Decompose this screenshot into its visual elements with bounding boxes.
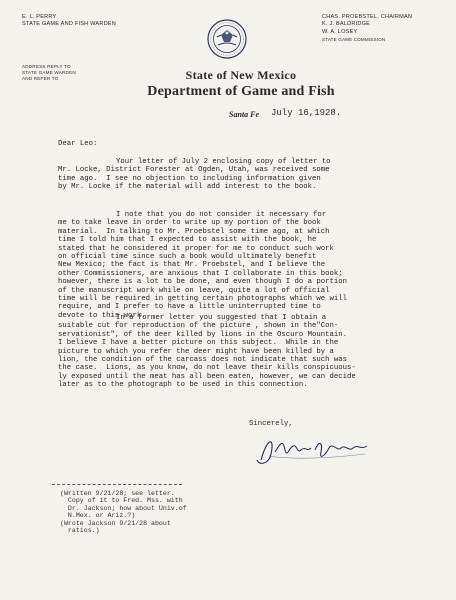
paragraph-3: In a former letter you suggested that I obtain a suitable cut for reproduction of the picture , shown in the"Con- servationist", of the deer killed by lions in the Oscuro Mountain. I believe I have a better picture on this subject. While in the picture to which you refer the deer might have been killed by a lion, the condition of the carcass does not indicate that such was the case. Lions, as you know, do not leave their kills conspicuous- ly exposed until the meat has all been eaten, however, we can decide later as to the photograph to be used in this connection. bbox=[58, 314, 356, 390]
warden-name: E. L. PERRY bbox=[22, 14, 57, 20]
notes-divider bbox=[52, 484, 182, 485]
address-note-line: ADDRESS REPLY TO bbox=[22, 64, 71, 69]
salutation: Dear Leo: bbox=[58, 140, 98, 148]
address-note-line: STATE GAME WARDEN bbox=[22, 69, 76, 75]
letterhead-warden bbox=[22, 14, 116, 29]
paragraph-1: Your letter of July 2 enclosing copy of letter to Mr. Locke, District Forester at Ogden, Utah, was received some time ago. I see no objection to including information given by Mr. Locke if the material will add interest to the book. bbox=[58, 158, 331, 192]
commission-member-2: W. A. LOSEY bbox=[322, 28, 358, 35]
letterhead-title bbox=[136, 68, 346, 100]
state-name: State of New Mexico bbox=[185, 68, 297, 82]
handwritten-signature bbox=[253, 430, 373, 470]
closing: Sincerely, bbox=[249, 420, 293, 428]
paragraph-2: I note that you do not consider it necessary for me to take leave in order to write up my portion of the book material. In talking to Mr. Proebstel some time ago, at which time I told him that I expected to assist with the book, he stated that he considered it proper for me to conduct such work on official time since such a book would ultimately benefit New Mexico; the fact is that Mr. Proebstel, and I believe the other Commissioners, are anxious that I collaborate in this book; however, there is a lot to be done, and even though I do a portion of the manuscript work while on leave, quite a lot of official time will be required in getting certain photographs which we will require, and I prefer to have a little uninterrupted time to devote to this work. bbox=[58, 211, 348, 320]
typed-notes: (Written 9/21/28; see letter. Copy of it to Fred. Mss. with Dr. Jackson; how about Univ.of N.Mex. or Ariz.?) (Wrote Jackson 9/21/28 about ratios.) bbox=[60, 490, 187, 535]
address-reply-note bbox=[22, 64, 76, 81]
letterhead-commission bbox=[322, 14, 432, 44]
department-name: Department of Game and Fish bbox=[147, 84, 335, 99]
state-seal-icon bbox=[207, 19, 247, 59]
commission-chairman: CHAS. PROEBSTEL, CHAIRMAN bbox=[322, 14, 413, 20]
commission-label: STATE GAME COMMISSION bbox=[322, 37, 386, 43]
letter-date: July 16,1928. bbox=[271, 108, 342, 118]
warden-title: STATE GAME AND FISH WARDEN bbox=[22, 21, 116, 28]
address-note-line: AND REFER TO bbox=[22, 75, 59, 81]
place-name: Santa Fe bbox=[229, 110, 260, 119]
commission-member-1: K. J. BALDRIDGE bbox=[322, 21, 371, 28]
